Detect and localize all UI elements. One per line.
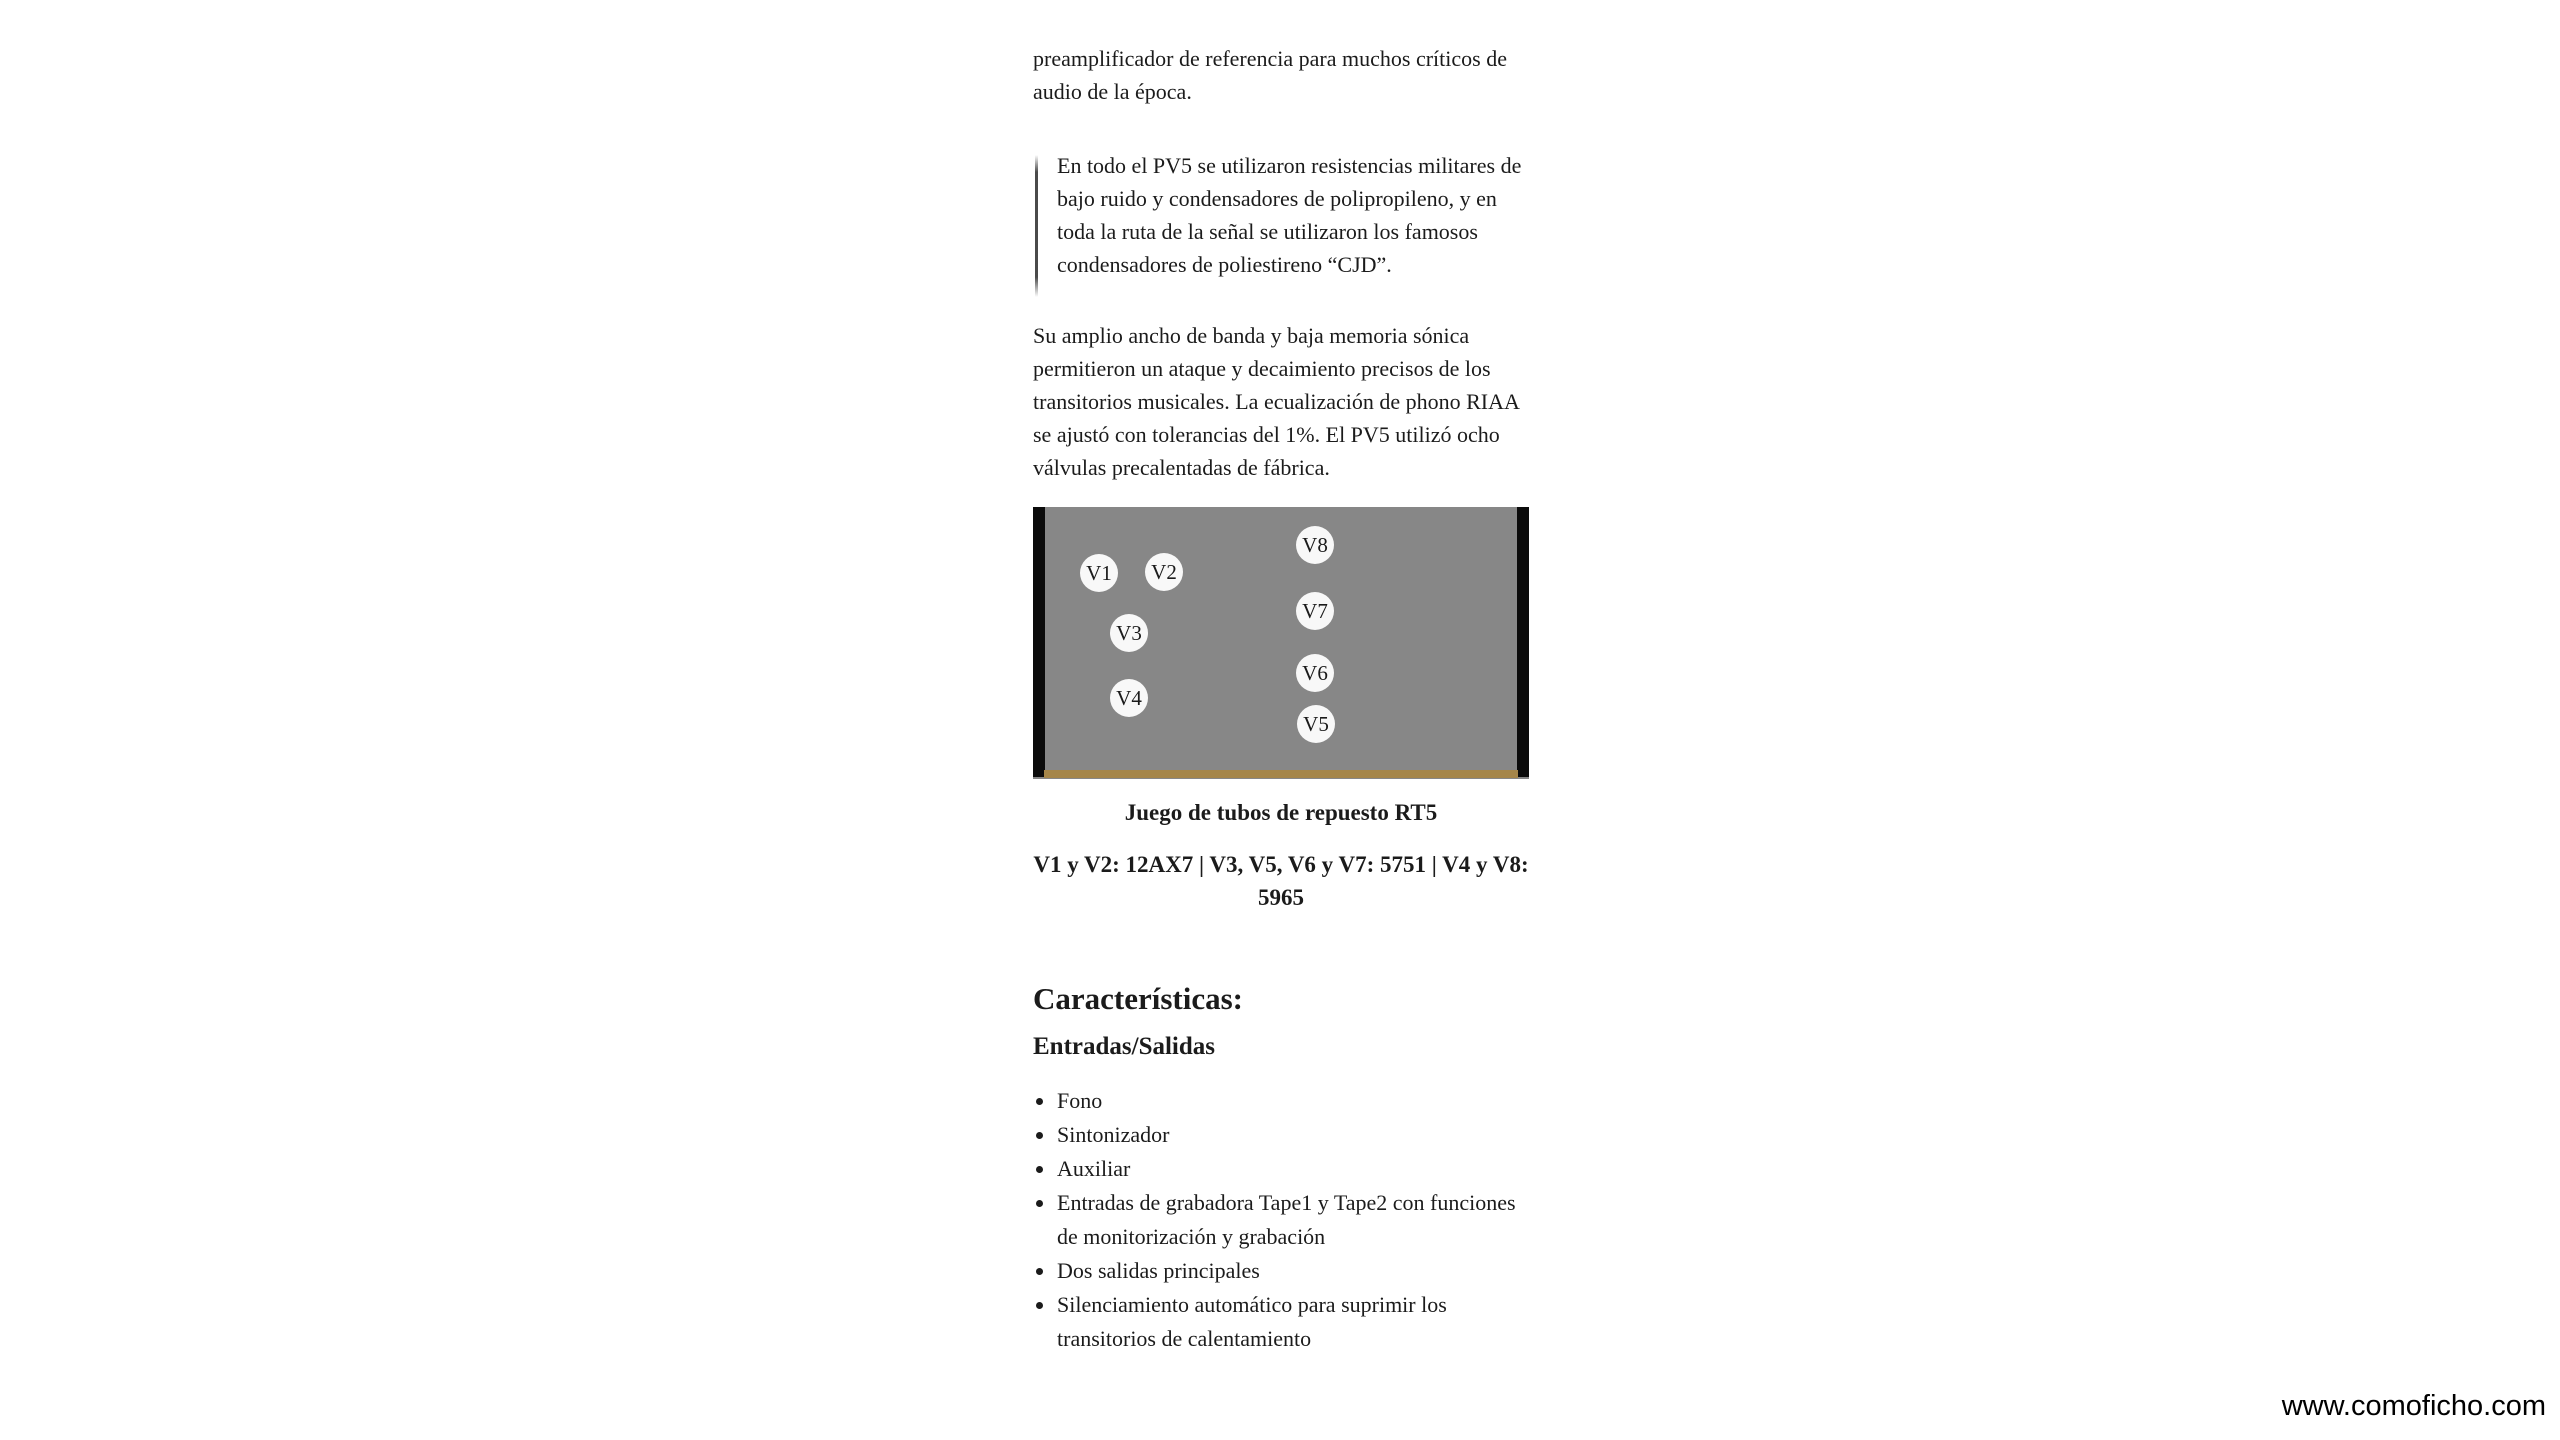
bullet-icon — [1036, 1132, 1043, 1139]
tube-v3: V3 — [1110, 614, 1148, 652]
figure-caption-detail — [1033, 848, 1529, 914]
body-paragraph: Su amplio ancho de banda y baja memoria sónica permitieron un ataque y decaimiento precisos de los transitorios musicales. La ecualización de phono RIAA se ajustó con tolerancias del 1%. El PV5 utilizó ocho válvulas precalentadas de fábrica. — [1033, 323, 1519, 480]
chassis-right-bar — [1517, 507, 1529, 777]
list-item: Auxiliar — [1033, 1152, 1529, 1186]
chassis-face — [1033, 507, 1529, 779]
blockquote-text: En todo el PV5 se utilizaron resistencias militares de bajo ruido y condensadores de polipropileno, y en toda la ruta de la señal se utilizaron los famosos condensadores de poliestireno “CJD”. — [1057, 153, 1522, 277]
tube-v6: V6 — [1296, 654, 1334, 692]
blockquote — [1033, 149, 1529, 281]
bullet-icon — [1036, 1098, 1043, 1105]
figure-caption-detail-line: 5965 — [1258, 885, 1304, 910]
features-heading: Características: — [1033, 981, 1244, 1016]
tube-v7: V7 — [1296, 592, 1334, 630]
chassis-front-strip — [1044, 770, 1518, 778]
intro-paragraph: preamplificador de referencia para muchos críticos de audio de la época. — [1033, 46, 1507, 104]
bullet-icon — [1036, 1200, 1043, 1207]
list-item: Dos salidas principales — [1033, 1254, 1529, 1288]
chassis-left-bar — [1033, 507, 1045, 777]
tube-layout-diagram — [1033, 507, 1529, 779]
figure-caption-title: Juego de tubos de repuesto RT5 — [1124, 800, 1438, 825]
tube-v8: V8 — [1296, 526, 1334, 564]
features-list — [1033, 1084, 1529, 1356]
blockquote-border — [1035, 155, 1038, 297]
watermark-text: www.comoficho.com — [2281, 1390, 2546, 1422]
tube-v1: V1 — [1080, 554, 1118, 592]
tube-v2: V2 — [1145, 553, 1183, 591]
tube-v5: V5 — [1297, 705, 1335, 743]
list-item: Entradas de grabadora Tape1 y Tape2 con funciones de monitorización y grabación — [1033, 1186, 1529, 1254]
list-item: Silenciamiento automático para suprimir los transitorios de calentamiento — [1033, 1288, 1529, 1356]
bullet-icon — [1036, 1302, 1043, 1309]
list-item: Fono — [1033, 1084, 1529, 1118]
tube-v4: V4 — [1110, 679, 1148, 717]
bullet-icon — [1036, 1166, 1043, 1173]
figure-caption-detail-line: V1 y V2: 12AX7 | V3, V5, V6 y V7: 5751 | V4 y V8: — [1033, 852, 1529, 877]
bullet-icon — [1036, 1268, 1043, 1275]
list-item: Sintonizador — [1033, 1118, 1529, 1152]
features-subheading: Entradas/Salidas — [1033, 1033, 1216, 1060]
